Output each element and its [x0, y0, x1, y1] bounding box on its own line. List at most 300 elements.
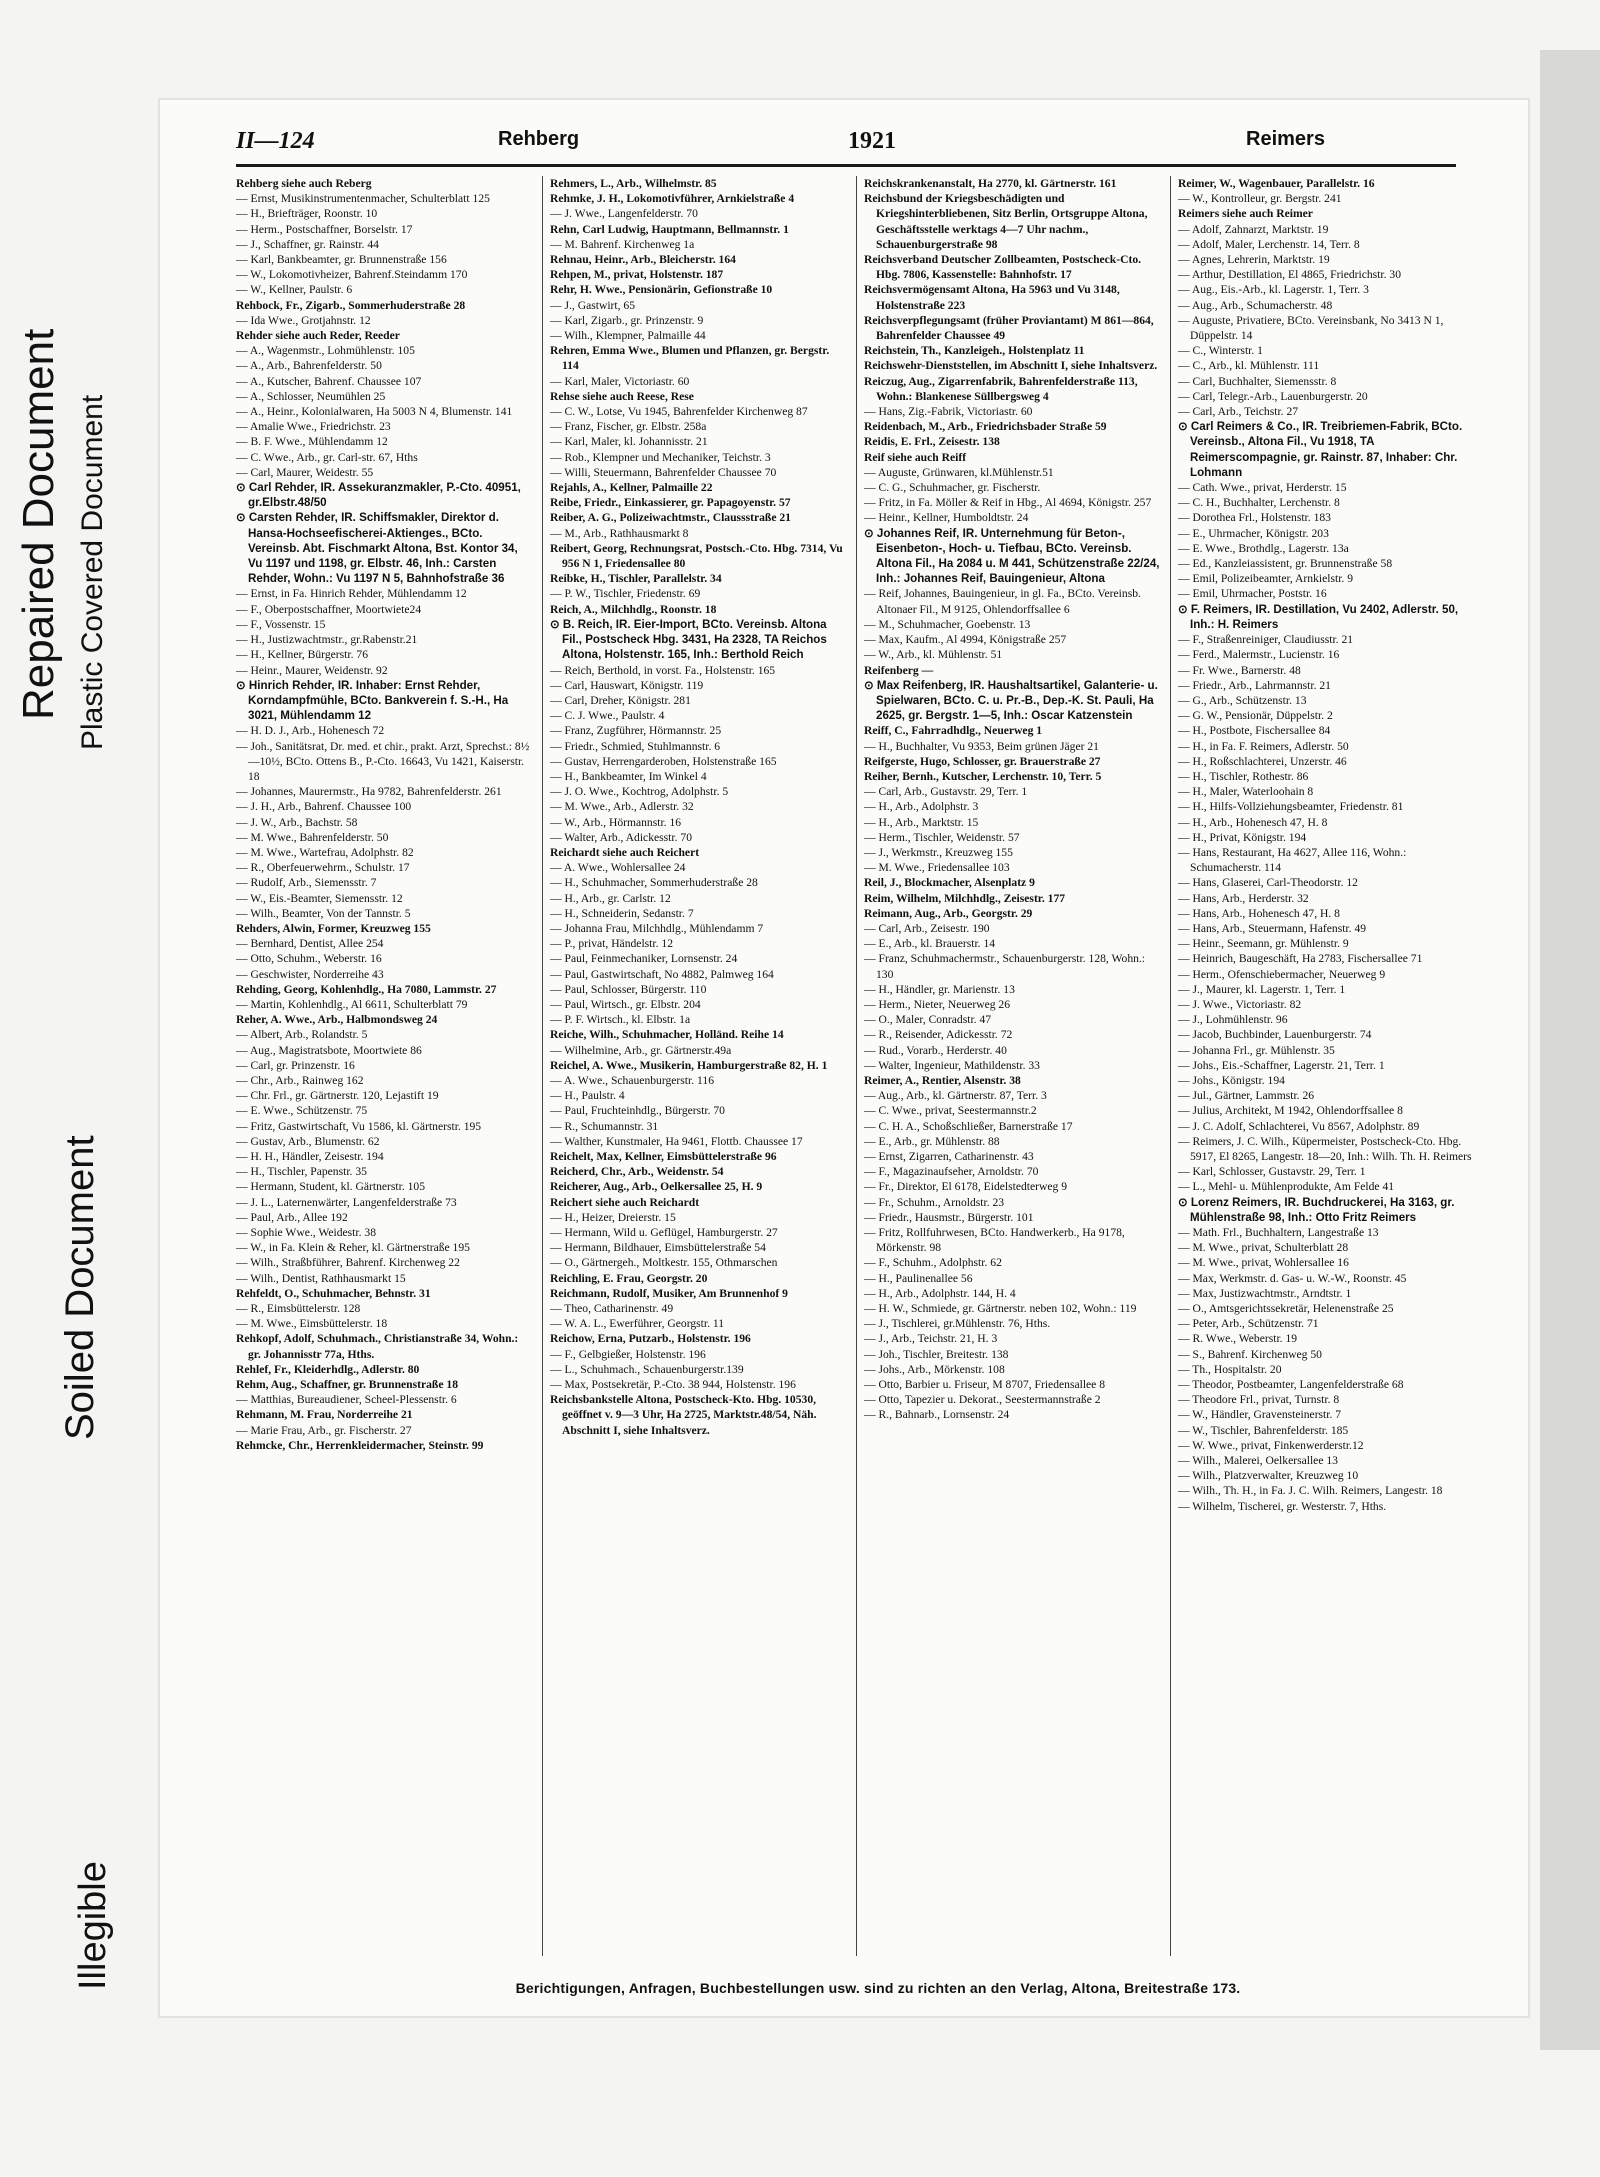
directory-entry: ⊙ F. Reimers, IR. Destillation, Vu 2402, Adlerstr. 50, Inh.: H. Reimers [1178, 602, 1459, 631]
directory-entry: — Gustav, Herrengarderoben, Holstenstraße 165 [550, 754, 777, 768]
directory-entry: — H., Heizer, Dreierstr. 15 [550, 1210, 676, 1224]
column-rule [542, 176, 543, 1956]
directory-entry: — Carl, Buchhalter, Siemensstr. 8 [1178, 374, 1337, 388]
directory-entry: — Johs., Königstr. 194 [1178, 1073, 1285, 1087]
directory-page [158, 98, 1530, 2018]
directory-entry: Reichsbankstelle Altona, Postscheck-Kto. Hbg. 10530, geöffnet v. 9—3 Uhr, Ha 2725, Marktstr.48/54, Näh. Abschnitt I, siehe Inhaltsverz. [550, 1393, 817, 1437]
directory-entry: — Heinr., Seemann, gr. Mühlenstr. 9 [1178, 937, 1349, 951]
directory-entry: — C., Winterstr. 1 [1178, 344, 1263, 358]
directory-entry: Reichling, E. Frau, Georgstr. 20 [550, 1271, 708, 1285]
directory-entry: — Rud., Vorarb., Herderstr. 40 [864, 1043, 1007, 1057]
directory-entry: Rehding, Georg, Kohlenhdlg., Ha 7080, Lammstr. 27 [236, 982, 497, 996]
directory-entry: — E. Wwe., Schützenstr. 75 [236, 1104, 368, 1118]
directory-entry: — J., Maurer, kl. Lagerstr. 1, Terr. 1 [1178, 982, 1346, 996]
directory-entry: — F., Gelbgießer, Holstenstr. 196 [550, 1347, 706, 1361]
directory-entry: — R., Oberfeuerwehrm., Schulstr. 17 [236, 861, 410, 875]
directory-entry: — Wilh., Klempner, Palmaille 44 [550, 329, 706, 343]
directory-entry: — Auguste, Grünwaren, kl.Mühlenstr.51 [864, 465, 1054, 479]
directory-entry: — Paul, Fruchteinhdlg., Bürgerstr. 70 [550, 1104, 725, 1118]
directory-entry: — H., Briefträger, Roonstr. 10 [236, 207, 378, 221]
directory-entry: — J., Arb., Teichstr. 21, H. 3 [864, 1332, 998, 1346]
directory-entry: — Hans, Arb., Steuermann, Hafenstr. 49 [1178, 921, 1367, 935]
directory-entry: — Walter, Arb., Adickesstr. 70 [550, 830, 693, 844]
directory-entry: — Paul, Schlosser, Bürgerstr. 110 [550, 982, 707, 996]
directory-entry: — M. Bahrenf. Kirchenweg 1a [550, 237, 695, 251]
directory-entry: — Fr. Wwe., Barnerstr. 48 [1178, 663, 1301, 677]
directory-entry: Reichert siehe auch Reichardt [550, 1195, 700, 1209]
directory-entry: — M. Wwe., Wartefrau, Adolphstr. 82 [236, 845, 414, 859]
directory-entry: Reimann, Aug., Arb., Georgstr. 29 [864, 906, 1033, 920]
directory-entry: — P., privat, Händelstr. 12 [550, 937, 674, 951]
directory-entry: — Ida Wwe., Grotjahnstr. 12 [236, 313, 371, 327]
directory-entry: — Wilh., Straßbführer, Bahrenf. Kirchenweg 22 [236, 1256, 460, 1270]
directory-entry: — Herm., Nieter, Neuerweg 26 [864, 997, 1011, 1011]
directory-entry: — A., Schlosser, Neumühlen 25 [236, 389, 386, 403]
directory-entry: Reichsvermögensamt Altona, Ha 5963 und Vu 3148, Holstenstraße 223 [864, 283, 1120, 312]
directory-entry: — H., Händler, gr. Marienstr. 13 [864, 982, 1015, 996]
directory-entry: — Heinr., Maurer, Weidenstr. 92 [236, 663, 388, 677]
directory-entry: — M. Wwe., privat, Wohlersallee 16 [1178, 1256, 1349, 1270]
directory-entry: — Friedr., Schmied, Stuhlmannstr. 6 [550, 739, 721, 753]
directory-entry: — Johanna Frau, Milchhdlg., Mühlendamm 7 [550, 921, 764, 935]
directory-entry: — Friedr., Arb., Lahrmannstr. 21 [1178, 678, 1331, 692]
directory-entry: Rehpen, M., privat, Holstenstr. 187 [550, 268, 724, 282]
directory-entry: — H., in Fa. F. Reimers, Adlerstr. 50 [1178, 739, 1349, 753]
directory-entry: — J. Wwe., Langenfelderstr. 70 [550, 207, 698, 221]
directory-entry: — H., Tischler, Papenstr. 35 [236, 1165, 367, 1179]
directory-entry: — Th., Hospitalstr. 20 [1178, 1362, 1282, 1376]
directory-entry: — Rudolf, Arb., Siemensstr. 7 [236, 876, 377, 890]
directory-entry: Reidenbach, M., Arb., Friedrichsbader Straße 59 [864, 420, 1107, 434]
directory-entry: — Franz, Fischer, gr. Elbstr. 258a [550, 420, 707, 434]
directory-entry: — W., Arb., kl. Mühlenstr. 51 [864, 648, 1003, 662]
directory-entry: — Hermann, Student, kl. Gärtnerstr. 105 [236, 1180, 426, 1194]
directory-entry: — Agnes, Lehrerin, Marktstr. 19 [1178, 253, 1330, 267]
directory-entry: — J., Tischlerei, gr.Mühlenstr. 76, Hths. [864, 1317, 1051, 1331]
directory-entry: — Carl, gr. Prinzenstr. 16 [236, 1058, 355, 1072]
directory-entry: — Amalie Wwe., Friedrichstr. 23 [236, 420, 391, 434]
directory-entry: — Hans, Arb., Herderstr. 32 [1178, 891, 1309, 905]
directory-entry: — Friedr., Hausmstr., Bürgerstr. 101 [864, 1210, 1034, 1224]
directory-entry: Reimer, W., Wagenbauer, Parallelstr. 16 [1178, 177, 1375, 190]
directory-entry: Rehn, Carl Ludwig, Hauptmann, Bellmannstr. 1 [550, 222, 789, 236]
directory-entry: — Max, Justizwachtmstr., Arndtstr. 1 [1178, 1286, 1352, 1300]
directory-entry: — Jacob, Buchbinder, Lauenburgerstr. 74 [1178, 1028, 1372, 1042]
directory-entry: — Carl, Hauswart, Königstr. 119 [550, 678, 704, 692]
directory-entry: — Reich, Berthold, in vorst. Fa., Holstenstr. 165 [550, 663, 776, 677]
directory-entry: — H., Paulstr. 4 [550, 1089, 625, 1103]
directory-entry: — W., Kontrolleur, gr. Bergstr. 241 [1178, 192, 1342, 206]
directory-entry: — H. W., Schmiede, gr. Gärtnerstr. neben 102, Wohn.: 119 [864, 1302, 1137, 1316]
directory-entry: Rehse siehe auch Reese, Rese [550, 389, 694, 403]
directory-entry: — Jul., Gärtner, Lammstr. 26 [1178, 1089, 1315, 1103]
page-header [236, 124, 1456, 167]
directory-entry: ⊙ Carl Rehder, IR. Assekuranzmakler, P.-Cto. 40951, gr.Elbstr.48/50 [236, 481, 521, 510]
directory-entry: — Paul, Feinmechaniker, Lornsenstr. 24 [550, 952, 738, 966]
directory-entry: — H., Bankbeamter, Im Winkel 4 [550, 769, 707, 783]
directory-entry: — F., Vossenstr. 15 [236, 617, 326, 631]
directory-entry: — Adolf, Zahnarzt, Marktstr. 19 [1178, 222, 1329, 236]
margin-labels [0, 160, 150, 2060]
directory-entry: — Johs., Eis.-Schaffner, Lagerstr. 21, Terr. 1 [1178, 1058, 1385, 1072]
directory-entry: — H., Arb., Marktstr. 15 [864, 815, 979, 829]
directory-entry: — Johanna Frl., gr. Mühlenstr. 35 [1178, 1043, 1335, 1057]
directory-entry: — Heinr., Kellner, Humboldtstr. 24 [864, 511, 1029, 525]
directory-entry: — F., Oberpostschaffner, Moortwiete24 [236, 602, 422, 616]
binding-edge [1540, 50, 1600, 2050]
directory-entry: — S., Bahrenf. Kirchenweg 50 [1178, 1347, 1322, 1361]
directory-entry: — J., Lohmühlenstr. 96 [1178, 1013, 1288, 1027]
directory-entry: — Aug., Arb., kl. Gärtnerstr. 87, Terr. 3 [864, 1089, 1047, 1103]
directory-entry: — H., Arb., Adolphstr. 144, H. 4 [864, 1286, 1016, 1300]
directory-entry: — Fritz, Gastwirtschaft, Vu 1586, kl. Gärtnerstr. 195 [236, 1119, 482, 1133]
directory-entry: — Ernst, Musikinstrumentenmacher, Schulterblatt 125 [236, 192, 490, 206]
directory-entry: — Rob., Klempner und Mechaniker, Teichstr. 3 [550, 450, 771, 464]
directory-entry: — Martin, Kohlenhdlg., Al 6611, Schulterblatt 79 [236, 997, 468, 1011]
directory-entry: — Arthur, Destillation, El 4865, Friedrichstr. 30 [1178, 268, 1402, 282]
directory-entry: Rehfeldt, O., Schuhmacher, Behnstr. 31 [236, 1286, 431, 1300]
directory-entry: — Wilh., Dentist, Rathhausmarkt 15 [236, 1271, 406, 1285]
directory-entry: — H., Arb., gr. Carlstr. 12 [550, 891, 671, 905]
directory-entry: — Walther, Kunstmaler, Ha 9461, Flottb. Chaussee 17 [550, 1134, 803, 1148]
directory-entry: — A., Arb., Bahrenfelderstr. 50 [236, 359, 382, 373]
directory-entry: — Reimers, J. C. Wilh., Küpermeister, Postscheck-Cto. Hbg. 5917, El 8265, Langestr. 18—20, Inh.: Wilh. Th. H. Reimers [1178, 1134, 1472, 1163]
directory-entry: — Willi, Steuermann, Bahrenfelder Chaussee 70 [550, 465, 777, 479]
directory-entry: Reil, J., Blockmacher, Alsenplatz 9 [864, 876, 1035, 890]
directory-entry: — Aug., Arb., Schumacherstr. 48 [1178, 298, 1333, 312]
directory-entry: — Emil, Uhrmacher, Poststr. 16 [1178, 587, 1327, 601]
directory-entry: — R., Reisender, Adickesstr. 72 [864, 1028, 1013, 1042]
directory-entry: — Sophie Wwe., Weidestr. 38 [236, 1226, 377, 1240]
header-left-word: Rehberg [498, 128, 580, 150]
directory-entry: — W., Eis.-Beamter, Siemensstr. 12 [236, 891, 403, 905]
directory-entry: — Bernhard, Dentist, Allee 254 [236, 937, 384, 951]
directory-entry: — E., Arb., kl. Brauerstr. 14 [864, 937, 996, 951]
directory-entry: — Chr., Arb., Rainweg 162 [236, 1073, 364, 1087]
directory-entry: — H., Arb., Adolphstr. 3 [864, 800, 979, 814]
directory-entry: Reimer, A., Rentier, Alsenstr. 38 [864, 1073, 1021, 1087]
directory-entry: — H., Paulinenallee 56 [864, 1271, 973, 1285]
directory-entry: Reimers siehe auch Reimer [1178, 207, 1313, 221]
directory-entry: — Wilh., Platzverwalter, Kreuzweg 10 [1178, 1469, 1359, 1483]
directory-entry: — Hans, Glaserei, Carl-Theodorstr. 12 [1178, 876, 1358, 890]
directory-entry: — H., Hilfs-Vollziehungsbeamter, Friedenstr. 81 [1178, 800, 1404, 814]
column-4 [1178, 176, 1474, 1956]
directory-entry: — Hermann, Bildhauer, Eimsbüttelerstraße 54 [550, 1241, 766, 1255]
directory-entry: — Ferd., Malermstr., Lucienstr. 16 [1178, 648, 1340, 662]
directory-entry: — Reif, Johannes, Bauingenieur, in gl. Fa., BCto. Vereinsb. Altonaer Fil., M 9125, Ohlendorffsallee 6 [864, 587, 1141, 616]
directory-entry: ⊙ Hinrich Rehder, IR. Inhaber: Ernst Rehder, Korndampfmühle, BCto. Bankverein f. S.-H., Ha 3021, Mühlendamm 12 [236, 678, 509, 723]
directory-entry: — H., Maler, Waterloohain 8 [1178, 785, 1314, 799]
directory-entry: — Joh., Sanitätsrat, Dr. med. et chir., prakt. Arzt, Sprechst.: 8½—10½, BCto. Ottens B., P.-Cto. 16643, Vu 1421, Kaiserstr. 18 [236, 739, 530, 783]
directory-entry: Rehren, Emma Wwe., Blumen und Pflanzen, gr. Bergstr. 114 [550, 344, 830, 373]
directory-entry: — Otto, Schuhm., Weberstr. 16 [236, 952, 382, 966]
directory-entry: — Walter, Ingenieur, Mathildenstr. 33 [864, 1058, 1040, 1072]
directory-entry: — Carl, Arb., Zeisestr. 190 [864, 921, 990, 935]
directory-entry: — Hans, Zig.-Fabrik, Victoriastr. 60 [864, 405, 1033, 419]
directory-entry: — H., Postbote, Fischersallee 84 [1178, 724, 1331, 738]
directory-entry: Rejahls, A., Kellner, Palmaille 22 [550, 481, 713, 495]
directory-entry: ⊙ Lorenz Reimers, IR. Buchdruckerei, Ha 3163, gr. Mühlenstraße 98, Inh.: Otto Fritz Reimers [1178, 1195, 1455, 1224]
directory-entry: — M., Arb., Rathhausmarkt 8 [550, 526, 689, 540]
entry-columns [236, 176, 1476, 1956]
directory-entry: ⊙ B. Reich, IR. Eier-Import, BCto. Vereinsb. Altona Fil., Postscheck Hbg. 3431, Ha 2328, TA Reichos Altona, Holstenstr. 165, Inh.: Berthold Reich [550, 617, 827, 662]
directory-entry: — Franz, Zugführer, Hörmannstr. 25 [550, 724, 722, 738]
directory-entry: Reibe, Friedr., Einkassierer, gr. Papagoyenstr. 57 [550, 496, 791, 510]
directory-entry: — P. F. Wirtsch., kl. Elbstr. 1a [550, 1013, 691, 1027]
directory-entry: — Theo, Catharinenstr. 49 [550, 1302, 674, 1316]
directory-entry: — Carl, Arb., Teichstr. 27 [1178, 405, 1299, 419]
directory-entry: — Paul, Wirtsch., gr. Elbstr. 204 [550, 997, 701, 1011]
directory-entry: — Carl, Maurer, Weidestr. 55 [236, 465, 374, 479]
directory-entry: — R., Bahnarb., Lornsenstr. 24 [864, 1408, 1010, 1422]
directory-entry: — Cath. Wwe., privat, Herderstr. 15 [1178, 481, 1347, 495]
directory-entry: — Wilh., Th. H., in Fa. J. C. Wilh. Reimers, Langestr. 18 [1178, 1484, 1443, 1498]
directory-entry: Rehmcke, Chr., Herrenkleidermacher, Steinstr. 99 [236, 1438, 484, 1452]
directory-entry: — J. O. Wwe., Kochtrog, Adolphstr. 5 [550, 785, 729, 799]
directory-entry: Reichmann, Rudolf, Musiker, Am Brunnenhof 9 [550, 1286, 788, 1300]
directory-entry: — O., Gärtnergeh., Moltkestr. 155, Othmarschen [550, 1256, 778, 1270]
directory-entry: — Matthias, Bureaudiener, Scheel-Plessenstr. 6 [236, 1393, 457, 1407]
directory-entry: — Karl, Maler, Victoriastr. 60 [550, 374, 690, 388]
directory-entry: Reichel, A. Wwe., Musikerin, Hamburgerstraße 82, H. 1 [550, 1058, 828, 1072]
directory-entry: — H., Schuhmacher, Sommerhuderstraße 28 [550, 876, 758, 890]
directory-entry: — Fr., Schuhm., Arnoldstr. 23 [864, 1195, 1005, 1209]
directory-entry: — H., Roßschlachterei, Unzerstr. 46 [1178, 754, 1347, 768]
directory-entry: Reiche, Wilh., Schuhmacher, Holländ. Reihe 14 [550, 1028, 784, 1042]
directory-entry: — Carl, Telegr.-Arb., Lauenburgerstr. 20 [1178, 389, 1368, 403]
directory-entry: — W. Wwe., privat, Finkenwerderstr.12 [1178, 1438, 1364, 1452]
directory-entry: — Geschwister, Norderreihe 43 [236, 967, 384, 981]
directory-entry: — C. W., Lotse, Vu 1945, Bahrenfelder Kirchenweg 87 [550, 405, 808, 419]
directory-entry: Reichow, Erna, Putzarb., Holstenstr. 196 [550, 1332, 751, 1346]
directory-entry: — Max, Werkmstr. d. Gas- u. W.-W., Roonstr. 45 [1178, 1271, 1407, 1285]
directory-entry: — Theodor, Postbeamter, Langenfelderstraße 68 [1178, 1378, 1404, 1392]
directory-entry: — Hermann, Wild u. Geflügel, Hamburgerstr. 27 [550, 1226, 778, 1240]
directory-entry: — L., Mehl- u. Mühlenprodukte, Am Felde 41 [1178, 1180, 1395, 1194]
margin-label-plastic: Plastic Covered Document [76, 394, 109, 750]
directory-entry: — Otto, Barbier u. Friseur, M 8707, Friedensallee 8 [864, 1378, 1106, 1392]
directory-entry: — O., Amtsgerichtssekretär, Helenenstraße 25 [1178, 1302, 1394, 1316]
directory-entry: — Emil, Polizeibeamter, Arnkielstr. 9 [1178, 572, 1354, 586]
directory-entry: — J. H., Arb., Bahrenf. Chaussee 100 [236, 800, 412, 814]
directory-entry: — C. H. A., Schoßschließer, Barnerstraße 17 [864, 1119, 1073, 1133]
directory-entry: — Marie Frau, Arb., gr. Fischerstr. 27 [236, 1423, 412, 1437]
directory-entry: — W., Arb., Hörmannstr. 16 [550, 815, 682, 829]
directory-entry: — H. H., Händler, Zeisestr. 194 [236, 1150, 384, 1163]
directory-entry: — Heinrich, Baugeschäft, Ha 2783, Fischersallee 71 [1178, 952, 1423, 966]
directory-entry: — Wilh., Beamter, Von der Tannstr. 5 [236, 906, 411, 920]
directory-entry: Rehbock, Fr., Zigarb., Sommerhuderstraße 28 [236, 298, 466, 312]
directory-entry: — Fritz, Rollfuhrwesen, BCto. Handwerkerb., Ha 9178, Mörkenstr. 98 [864, 1226, 1125, 1255]
directory-entry: — W., Kellner, Paulstr. 6 [236, 283, 353, 297]
directory-entry: Reifgerste, Hugo, Schlosser, gr. Brauerstraße 27 [864, 754, 1101, 768]
directory-entry: Rehmke, J. H., Lokomotivführer, Arnkielstraße 4 [550, 192, 795, 206]
directory-entry: — Auguste, Privatiere, BCto. Vereinsbank, No 3413 N 1, Düppelstr. 14 [1178, 313, 1444, 343]
directory-entry: — R. Wwe., Weberstr. 19 [1178, 1332, 1298, 1346]
directory-entry: — Otto, Tapezier u. Dekorat., Seestermannstraße 2 [864, 1393, 1101, 1407]
directory-entry: — A., Kutscher, Bahrenf. Chaussee 107 [236, 374, 422, 388]
directory-entry: — C., Arb., kl. Mühlenstr. 111 [1178, 359, 1320, 373]
directory-entry: — R., Eimsbüttelerstr. 128 [236, 1302, 361, 1316]
directory-entry: — Carl, Arb., Gustavstr. 29, Terr. 1 [864, 785, 1028, 799]
directory-entry: — Wilhelmine, Arb., gr. Gärtnerstr.49a [550, 1043, 732, 1057]
directory-entry: Reiher, Bernh., Kutscher, Lerchenstr. 10, Terr. 5 [864, 769, 1102, 783]
directory-entry: ⊙ Johannes Reif, IR. Unternehmung für Beton-, Eisenbeton-, Hoch- u. Tiefbau, BCto. Vereinsb. Altona Fil., Ha 2084 u. M 441, Schützenstraße 22/24, Inh.: Johannes Reif, Bauingenieur, Altona [864, 526, 1160, 586]
directory-entry: — J., Schaffner, gr. Rainstr. 44 [236, 237, 379, 251]
directory-entry: — Dorothea Frl., Holstenstr. 183 [1178, 511, 1331, 525]
column-1 [236, 176, 532, 1956]
directory-entry: — A. Wwe., Wohlersallee 24 [550, 861, 686, 875]
directory-entry: — Julius, Architekt, M 1942, Ohlendorffsallee 8 [1178, 1104, 1403, 1118]
directory-entry: Rehmann, M. Frau, Norderreihe 21 [236, 1408, 413, 1422]
directory-entry: — Johannes, Maurermstr., Ha 9782, Bahrenfelderstr. 261 [236, 785, 502, 799]
directory-entry: — O., Maler, Conradstr. 47 [864, 1013, 992, 1027]
margin-label-soiled: Soiled Document [58, 1135, 102, 1440]
directory-entry: — Karl, Schlosser, Gustavstr. 29, Terr. 1 [1178, 1165, 1366, 1179]
directory-entry: — Johs., Arb., Mörkenstr. 108 [864, 1362, 1005, 1376]
directory-entry: — Ernst, in Fa. Hinrich Rehder, Mühlendamm 12 [236, 587, 467, 601]
directory-entry: — W., in Fa. Klein & Reher, kl. Gärtnerstraße 195 [236, 1241, 470, 1255]
directory-entry: — E., Arb., gr. Mühlenstr. 88 [864, 1134, 1000, 1148]
directory-entry: Reiczug, Aug., Zigarrenfabrik, Bahrenfelderstraße 113, Wohn.: Blankenese Süllbergsweg 4 [864, 374, 1138, 403]
directory-entry: Rehnau, Heinr., Arb., Bleicherstr. 164 [550, 253, 736, 267]
directory-entry: — Theodore Frl., privat, Turnstr. 8 [1178, 1393, 1340, 1407]
directory-entry: — Fritz, in Fa. Möller & Reif in Hbg., Al 4694, Königstr. 257 [864, 496, 1152, 510]
directory-entry: Rehr, H. Wwe., Pensionärin, Gefionstraße 10 [550, 283, 773, 297]
directory-entry: Reiber, A. G., Polizeiwachtmstr., Claussstraße 21 [550, 511, 791, 525]
directory-entry: — Ernst, Zigarren, Catharinenstr. 43 [864, 1150, 1034, 1163]
directory-entry: — H., Arb., Hohenesch 47, H. 8 [1178, 815, 1328, 829]
directory-entry: Reibert, Georg, Rechnungsrat, Postsch.-Cto. Hbg. 7314, Vu 956 N 1, Friedensallee 80 [550, 541, 843, 571]
directory-entry: — Herm., Tischler, Weidenstr. 57 [864, 830, 1020, 844]
directory-entry: — C. G., Schuhmacher, gr. Fischerstr. [864, 481, 1041, 495]
directory-entry: — G., Arb., Schützenstr. 13 [1178, 693, 1307, 707]
directory-entry: Reichardt siehe auch Reichert [550, 845, 700, 859]
directory-entry: ⊙ Carl Reimers & Co., IR. Treibriemen-Fabrik, BCto. Vereinsb., Altona Fil., Vu 1918, TA Reimerscompagnie, gr. Rainstr. 87, Inhaber: Chr. Lohmann [1178, 420, 1463, 479]
column-3 [864, 176, 1160, 1956]
directory-entry: — M. Wwe., Eimsbüttelerstr. 18 [236, 1317, 388, 1331]
directory-entry: — J., Gastwirt, 65 [550, 298, 636, 312]
directory-entry: — Wilh., Malerei, Oelkersallee 13 [1178, 1454, 1338, 1468]
directory-entry: — Paul, Arb., Allee 192 [236, 1210, 348, 1224]
directory-entry: — W., Tischler, Bahrenfelderstr. 185 [1178, 1423, 1349, 1437]
directory-entry: — Franz, Schuhmachermstr., Schauenburgerstr. 128, Wohn.: 130 [864, 952, 1146, 981]
directory-entry: — H., Schneiderin, Sedanstr. 7 [550, 906, 694, 920]
directory-entry: — Karl, Bankbeamter, gr. Brunnenstraße 156 [236, 253, 447, 267]
directory-entry: Reibke, H., Tischler, Parallelstr. 34 [550, 572, 722, 586]
directory-entry: — C. Wwe., privat, Seestermannstr.2 [864, 1104, 1037, 1118]
directory-entry: — G. W., Pensionär, Düppelstr. 2 [1178, 709, 1333, 723]
directory-entry: — Max, Kaufm., Al 4994, Königstraße 257 [864, 633, 1067, 647]
directory-entry: — Herm., Postschaffner, Borselstr. 17 [236, 222, 413, 236]
directory-entry: Rehkopf, Adolf, Schuhmach., Christianstraße 34, Wohn.: gr. Johannisstr 77a, Hths. [236, 1332, 519, 1361]
directory-entry: Reichelt, Max, Kellner, Eimsbüttelerstraße 96 [550, 1150, 777, 1163]
page-footer: Berichtigungen, Anfragen, Buchbestellungen usw. sind zu richten an den Verlag, Altona, Breitestraße 173. [515, 1980, 1241, 1996]
directory-entry: — E., Uhrmacher, Königstr. 203 [1178, 526, 1329, 540]
directory-entry: — W., Händler, Gravensteinerstr. 7 [1178, 1408, 1342, 1422]
directory-entry: — Chr. Frl., gr. Gärtnerstr. 120, Lejastift 19 [236, 1089, 439, 1103]
directory-entry: — Wilhelm, Tischerei, gr. Westerstr. 7, Hths. [1178, 1499, 1387, 1513]
column-2 [550, 176, 846, 1956]
directory-entry: Reichstein, Th., Kanzleigeh., Holstenplatz 11 [864, 344, 1085, 358]
directory-entry: — Karl, Maler, kl. Johannisstr. 21 [550, 435, 708, 449]
directory-entry: Reichsbund der Kriegsbeschädigten und Kriegshinterbliebenen, Sitz Berlin, Ortsgruppe Altona, Geschäftsstelle werktags 4—7 Uhr nachm., Schauenburgerstraße 98 [864, 192, 1148, 251]
directory-entry: — A. Wwe., Schauenburgerstr. 116 [550, 1073, 715, 1087]
directory-entry: — A., Heinr., Kolonialwaren, Ha 5003 N 4, Blumenstr. 141 [236, 405, 513, 419]
directory-entry: — W., Lokomotivheizer, Bahrenf.Steindamm 170 [236, 268, 468, 282]
directory-entry: — C. Wwe., Arb., gr. Carl-str. 67, Hths [236, 450, 418, 464]
directory-entry: Reiff, C., Fahrradhdlg., Neuerweg 1 [864, 724, 1043, 738]
directory-entry: Reim, Wilhelm, Milchhdlg., Zeisestr. 177 [864, 891, 1066, 905]
directory-entry: Rehlef, Fr., Kleiderhdlg., Adlerstr. 80 [236, 1362, 420, 1376]
directory-entry: — H., Tischler, Rothestr. 86 [1178, 769, 1309, 783]
directory-entry: — C. H., Buchhalter, Lerchenstr. 8 [1178, 496, 1340, 510]
directory-entry: Reicherd, Chr., Arb., Weidenstr. 54 [550, 1165, 724, 1179]
directory-entry: — J. L., Laternenwärter, Langenfelderstraße 73 [236, 1195, 457, 1209]
directory-entry: Rehder siehe auch Reder, Reeder [236, 329, 400, 343]
directory-entry: Reichsverpflegungsamt (früher Proviantamt) M 861—864, Bahrenfelder Chaussee 49 [864, 313, 1154, 343]
directory-entry: Reichswehr-Dienststellen, im Abschnitt I, siehe Inhaltsverz. [864, 359, 1158, 373]
directory-entry: — Fr., Direktor, El 6178, Eidelstedterweg 9 [864, 1180, 1068, 1194]
directory-entry: — Albert, Arb., Rolandstr. 5 [236, 1028, 368, 1042]
directory-entry: — W. A. L., Ewerführer, Georgstr. 11 [550, 1317, 725, 1331]
directory-entry: — J. C. Adolf, Schlachterei, Vu 8567, Adolphstr. 89 [1178, 1119, 1420, 1133]
margin-label-illegible: Illegible [72, 1861, 114, 1990]
directory-entry: Rehberg siehe auch Reberg [236, 177, 372, 190]
directory-entry: — E. Wwe., Brothdlg., Lagerstr. 13a [1178, 541, 1349, 555]
directory-entry: — C. J. Wwe., Paulstr. 4 [550, 709, 665, 723]
directory-entry: — Peter, Arb., Schützenstr. 71 [1178, 1317, 1319, 1331]
directory-entry: — R., Schumannstr. 31 [550, 1119, 659, 1133]
directory-entry: — Aug., Magistratsbote, Moortwiete 86 [236, 1043, 422, 1057]
directory-entry: Rehm, Aug., Schaffner, gr. Brunnenstraße 18 [236, 1378, 459, 1392]
directory-entry: — F., Schuhm., Adolphstr. 62 [864, 1256, 1002, 1270]
directory-entry: — A., Wagenmstr., Lohmühlenstr. 105 [236, 344, 415, 358]
directory-entry: Rehders, Alwin, Former, Kreuzweg 155 [236, 921, 431, 935]
directory-entry: — Max, Postsekretär, P.-Cto. 38 944, Holstenstr. 196 [550, 1378, 796, 1392]
directory-entry: — H., Kellner, Bürgerstr. 76 [236, 648, 368, 662]
directory-entry: — Joh., Tischler, Breitestr. 138 [864, 1347, 1009, 1361]
directory-entry: — H., Justizwachtmstr., gr.Rabenstr.21 [236, 633, 418, 647]
directory-entry: — Ed., Kanzleiassistent, gr. Brunnenstraße 58 [1178, 557, 1393, 571]
directory-entry: Reich, A., Milchhdlg., Roonstr. 18 [550, 602, 717, 616]
directory-entry: — Paul, Gastwirtschaft, No 4882, Palmweg 164 [550, 967, 774, 981]
column-rule [1170, 176, 1171, 1956]
directory-entry: — J., Werkmstr., Kreuzweg 155 [864, 845, 1013, 859]
directory-entry: — M., Schuhmacher, Goebenstr. 13 [864, 617, 1031, 631]
directory-entry: — Hans, Arb., Hohenesch 47, H. 8 [1178, 906, 1340, 920]
directory-entry: Reidis, E. Frl., Zeisestr. 138 [864, 435, 1000, 449]
directory-entry: — H. D. J., Arb., Hohenesch 72 [236, 724, 385, 738]
directory-entry: Reichsverband Deutscher Zollbeamten, Postscheck-Cto. Hbg. 7806, Kassenstelle: Bahnhofstr. 17 [864, 253, 1142, 282]
directory-entry: — Herm., Ofenschiebermacher, Neuerweg 9 [1178, 967, 1386, 981]
directory-entry: — Karl, Zigarb., gr. Prinzenstr. 9 [550, 313, 704, 327]
directory-entry: — F., Straßenreiniger, Claudiusstr. 21 [1178, 633, 1354, 647]
directory-entry: — M. Wwe., privat, Schulterblatt 28 [1178, 1241, 1349, 1255]
directory-entry: — Adolf, Maler, Lerchenstr. 14, Terr. 8 [1178, 237, 1360, 251]
directory-entry: — M. Wwe., Arb., Adlerstr. 32 [550, 800, 694, 814]
directory-entry: — Carl, Dreher, Königstr. 281 [550, 693, 691, 707]
directory-entry: — J. Wwe., Victoriastr. 82 [1178, 997, 1302, 1011]
directory-entry: Reif siehe auch Reiff [864, 450, 967, 464]
directory-entry: — H., Buchhalter, Vu 9353, Beim grünen Jäger 21 [864, 739, 1099, 753]
directory-entry: — H., Privat, Königstr. 194 [1178, 830, 1307, 844]
header-right-word: Reimers [1246, 128, 1325, 150]
directory-entry: Reichskrankenanstalt, Ha 2770, kl. Gärtnerstr. 161 [864, 177, 1117, 190]
directory-entry: — M. Wwe., Friedensallee 103 [864, 861, 1010, 875]
page-number: II—124 [236, 128, 315, 154]
